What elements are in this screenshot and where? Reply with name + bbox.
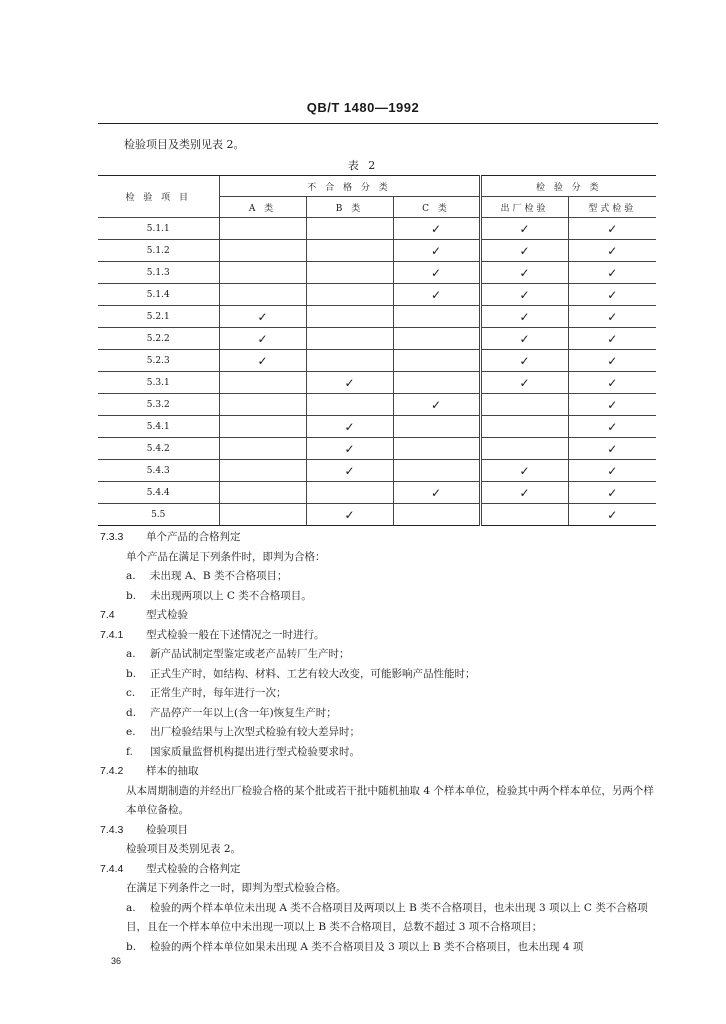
cell-c: ✓ [393, 240, 480, 262]
table-row [98, 438, 656, 460]
cell-c: ✓ [393, 262, 480, 284]
cell-c [393, 438, 480, 460]
cell-factory: ✓ [480, 350, 568, 372]
table-row [98, 482, 656, 504]
cell-c [393, 416, 480, 438]
cell-item: 5.3.2 [98, 394, 219, 416]
cell-a: ✓ [219, 328, 306, 350]
section-7-4-3: 7.4.3 检验项目 [100, 823, 188, 836]
cell-c [393, 504, 480, 526]
cell-factory [480, 394, 568, 416]
cell-c [393, 350, 480, 372]
cell-factory [480, 504, 568, 526]
page-number: 36 [111, 956, 122, 966]
table-row [98, 416, 656, 438]
cell-item: 5.1.1 [98, 218, 219, 240]
cell-b: ✓ [306, 416, 393, 438]
cell-factory: ✓ [480, 240, 568, 262]
table-row [98, 372, 656, 394]
cell-type: ✓ [568, 240, 656, 262]
col-header-item: 检 验 项 目 [98, 176, 219, 218]
cell-a [219, 394, 306, 416]
table-row [98, 504, 656, 526]
cell-c: ✓ [393, 218, 480, 240]
cell-type: ✓ [568, 416, 656, 438]
cell-a [219, 416, 306, 438]
cell-c [393, 372, 480, 394]
table-row [98, 218, 656, 240]
table-row [98, 240, 656, 262]
section-lead: 在满足下列条件之一时，即判为型式检验合格。 [126, 882, 347, 894]
cell-a [219, 240, 306, 262]
cell-factory: ✓ [480, 482, 568, 504]
list-item: a. 检验的两个样本单位未出现 A 类不合格项目及两项以上 B 类不合格项目，也未出现 3 项以上 C 类不合格项目，且在一个样本单位中未出现一项以上 B 类不合格项目，总数不超过 3 项不合格项目； [126, 901, 648, 933]
section-7-4-4: 7.4.4 型式检验的合格判定 [100, 862, 241, 875]
cell-factory [480, 438, 568, 460]
cell-factory: ✓ [480, 372, 568, 394]
cell-b [306, 306, 393, 328]
cell-type: ✓ [568, 504, 656, 526]
table-row [98, 262, 656, 284]
cell-factory: ✓ [480, 328, 568, 350]
table-row [98, 284, 656, 306]
cell-b [306, 394, 393, 416]
cell-factory: ✓ [480, 284, 568, 306]
cell-a [219, 438, 306, 460]
list-item: c. 正常生产时，每年进行一次； [126, 687, 287, 699]
cell-item: 5.4.4 [98, 482, 219, 504]
col-header-factory: 出厂检验 [480, 197, 568, 218]
intro-text: 检验项目及类别见表 2。 [124, 138, 245, 151]
table-row [98, 328, 656, 350]
col-header-c: C 类 [393, 197, 480, 218]
col-group-defect: 不 合 格 分 类 [219, 176, 480, 197]
cell-b: ✓ [306, 372, 393, 394]
cell-factory [480, 416, 568, 438]
cell-type: ✓ [568, 218, 656, 240]
cell-a [219, 372, 306, 394]
cell-item: 5.2.2 [98, 328, 219, 350]
col-header-type: 型式检验 [568, 197, 656, 218]
cell-a [219, 482, 306, 504]
header-divider [98, 123, 658, 124]
cell-b [306, 262, 393, 284]
cell-type: ✓ [568, 262, 656, 284]
cell-a [219, 218, 306, 240]
table-title: 表 2 [347, 159, 379, 172]
cell-item: 5.4.3 [98, 460, 219, 482]
cell-a [219, 284, 306, 306]
list-item: b. 未出现两项以上 C 类不合格项目。 [126, 589, 312, 602]
cell-a: ✓ [219, 306, 306, 328]
table-row [98, 306, 656, 328]
cell-item: 5.1.2 [98, 240, 219, 262]
cell-a [219, 460, 306, 482]
cell-b: ✓ [306, 504, 393, 526]
section-7-4-1: 7.4.1 型式检验一般在下述情况之一时进行。 [100, 628, 325, 641]
cell-item: 5.3.1 [98, 372, 219, 394]
cell-b [306, 218, 393, 240]
list-item: a. 新产品试制定型鉴定或老产品转厂生产时； [126, 648, 350, 660]
cell-type: ✓ [568, 482, 656, 504]
cell-c: ✓ [393, 482, 480, 504]
cell-c: ✓ [393, 284, 480, 306]
section-7-4: 7.4 型式检验 [100, 609, 188, 621]
list-item: f. 国家质量监督机构提出进行型式检验要求时。 [126, 745, 360, 758]
cell-type: ✓ [568, 394, 656, 416]
cell-b [306, 284, 393, 306]
table-row [98, 350, 656, 372]
cell-c [393, 306, 480, 328]
cell-type: ✓ [568, 328, 656, 350]
cell-type: ✓ [568, 284, 656, 306]
cell-c: ✓ [393, 394, 480, 416]
cell-a: ✓ [219, 350, 306, 372]
cell-b [306, 482, 393, 504]
table-row [98, 460, 656, 482]
cell-factory: ✓ [480, 306, 568, 328]
cell-item: 5.1.3 [98, 262, 219, 284]
cell-type: ✓ [568, 306, 656, 328]
cell-b: ✓ [306, 438, 393, 460]
section-7-3-3: 7.3.3 单个产品的合格判定 [100, 531, 241, 543]
cell-b [306, 350, 393, 372]
cell-factory: ✓ [480, 262, 568, 284]
cell-type: ✓ [568, 438, 656, 460]
cell-type: ✓ [568, 350, 656, 372]
list-item: b. 正式生产时，如结构、材料、工艺有较大改变，可能影响产品性能时； [126, 667, 476, 680]
list-item: d. 产品停产一年以上(含一年)恢复生产时； [126, 706, 337, 719]
cell-type: ✓ [568, 460, 656, 482]
cell-type: ✓ [568, 372, 656, 394]
table-row [98, 394, 656, 416]
section-text: 检验项目及类别见表 2。 [126, 843, 242, 855]
cell-a [219, 262, 306, 284]
cell-a [219, 504, 306, 526]
section-7-4-2: 7.4.2 样本的抽取 [100, 765, 199, 777]
col-header-b: B 类 [306, 197, 393, 218]
cell-item: 5.4.2 [98, 438, 219, 460]
col-header-a: A 类 [219, 197, 306, 218]
list-item: b. 检验的两个样本单位如果未出现 A 类不合格项目及 3 项以上 B 类不合格项目，也未出现 4 项 [126, 940, 584, 953]
cell-item: 5.4.1 [98, 416, 219, 438]
cell-b [306, 328, 393, 350]
list-item: e. 出厂检验结果与上次型式检验有较大差异时； [126, 726, 360, 738]
standard-code: QB/T 1480—1992 [306, 100, 420, 115]
cell-item: 5.1.4 [98, 284, 219, 306]
inspection-table [98, 175, 656, 526]
table-body [98, 218, 656, 526]
section-paragraph: 从本周期制造的并经出厂检验合格的某个批或若干批中随机抽取 4 个样本单位，检验其中两个样本单位，另两个样本单位备检。 [126, 784, 654, 816]
section-lead: 单个产品在满足下列条件时，即判为合格： [126, 550, 326, 563]
cell-c [393, 460, 480, 482]
cell-item: 5.2.1 [98, 306, 219, 328]
cell-item: 5.5 [98, 504, 219, 526]
cell-b [306, 240, 393, 262]
col-group-inspection: 检 验 分 类 [480, 176, 656, 197]
cell-b: ✓ [306, 460, 393, 482]
cell-item: 5.2.3 [98, 350, 219, 372]
body-text [98, 528, 663, 957]
list-item: a. 未出现 A、B 类不合格项目； [126, 570, 288, 582]
cell-factory: ✓ [480, 218, 568, 240]
cell-factory: ✓ [480, 460, 568, 482]
cell-c [393, 328, 480, 350]
